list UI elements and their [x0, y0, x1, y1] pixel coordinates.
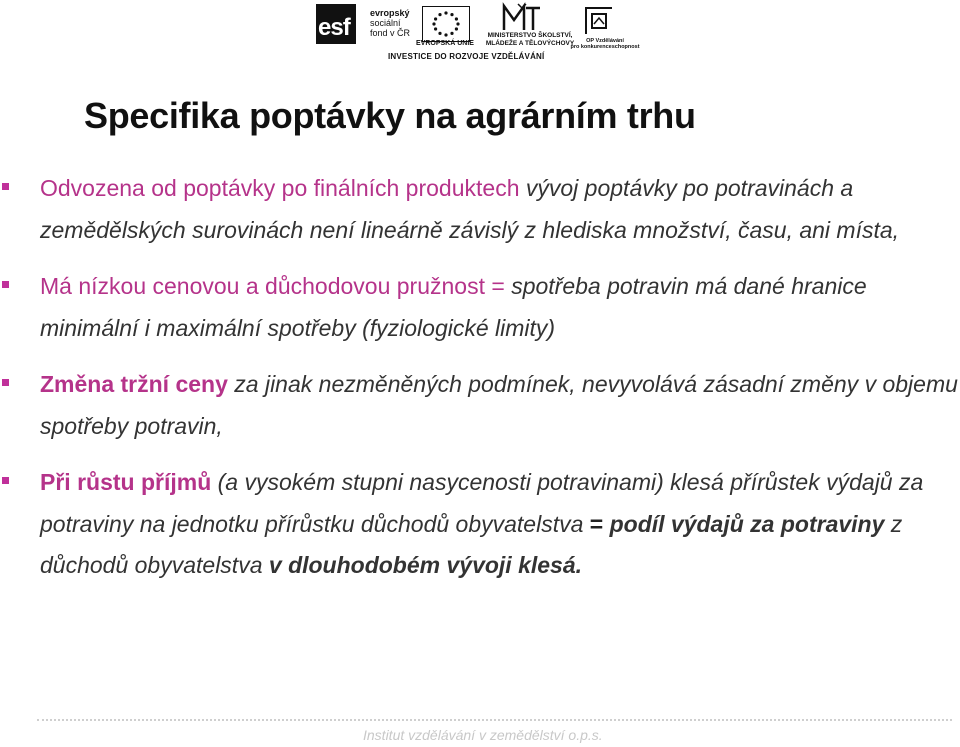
esf-logo-text: evropský sociální fond v ČR	[370, 8, 411, 38]
bullet-marker-icon	[2, 183, 9, 190]
bullet-text: spotřeba potravin má dané hranice minimální i maximální spotřeby (fyziologické limity)	[40, 273, 867, 341]
bullet-lead: Změna tržní ceny	[40, 371, 228, 397]
op-logo-icon	[582, 4, 616, 38]
bullet-item	[0, 462, 960, 587]
bullet-lead: Při růstu příjmů	[40, 469, 212, 495]
msmt-logo-icon	[500, 2, 546, 32]
page-title: Specifika poptávky na agrárním trhu	[84, 95, 696, 136]
invest-tagline: INVESTICE DO ROZVOJE VZDĚLÁVÁNÍ	[388, 52, 545, 61]
bullet-lead: Má nízkou cenovou a důchodovou pružnost	[40, 273, 485, 299]
bullet-highlight: v dlouhodobém vývoji klesá.	[268, 552, 583, 578]
op-label: OP Vzdělávání pro konkurenceschopnost	[570, 38, 640, 50]
msmt-label: MINISTERSTVO ŠKOLSTVÍ, MLÁDEŽE A TĚLOVÝCHOVY	[485, 32, 575, 47]
bullet-text: z důchodů obyvatelstva	[40, 510, 903, 578]
logo-strip	[312, 0, 652, 66]
footer-text: Institut vzdělávání v zemědělství o.p.s.	[363, 727, 603, 743]
bullet-item	[0, 364, 960, 447]
bullet-text: vývoj poptávky po potravinách a zemědělských surovinách není lineárně závislý z hlediska množství, času, ani místa,	[40, 175, 900, 243]
footer-divider	[37, 719, 952, 721]
bullet-equals: =	[484, 273, 512, 299]
bullet-item	[0, 168, 960, 251]
bullet-lead: Odvozena od poptávky po finálních produktech	[40, 175, 520, 201]
eu-label: EVROPSKÁ UNIE	[416, 40, 474, 47]
bullet-marker-icon	[2, 477, 9, 484]
bullet-text: za jinak nezměněných podmínek, nevyvolává zásadní změny v objemu spotřeby potravin,	[40, 371, 958, 439]
bullet-marker-icon	[2, 379, 9, 386]
bullet-list	[0, 168, 960, 602]
bullet-highlight: podíl výdajů za potraviny	[603, 510, 885, 537]
bullet-item	[0, 266, 960, 349]
bullet-text: (a vysokém stupni nasycenosti potravinami) klesá přírůstek výdajů za potraviny na jednotku přírůstku důchodů obyvatelstva	[40, 469, 924, 537]
bullet-marker-icon	[2, 281, 9, 288]
esf-logo: esf	[316, 4, 364, 44]
eu-flag-icon	[422, 6, 470, 42]
bullet-equals: =	[589, 510, 604, 537]
